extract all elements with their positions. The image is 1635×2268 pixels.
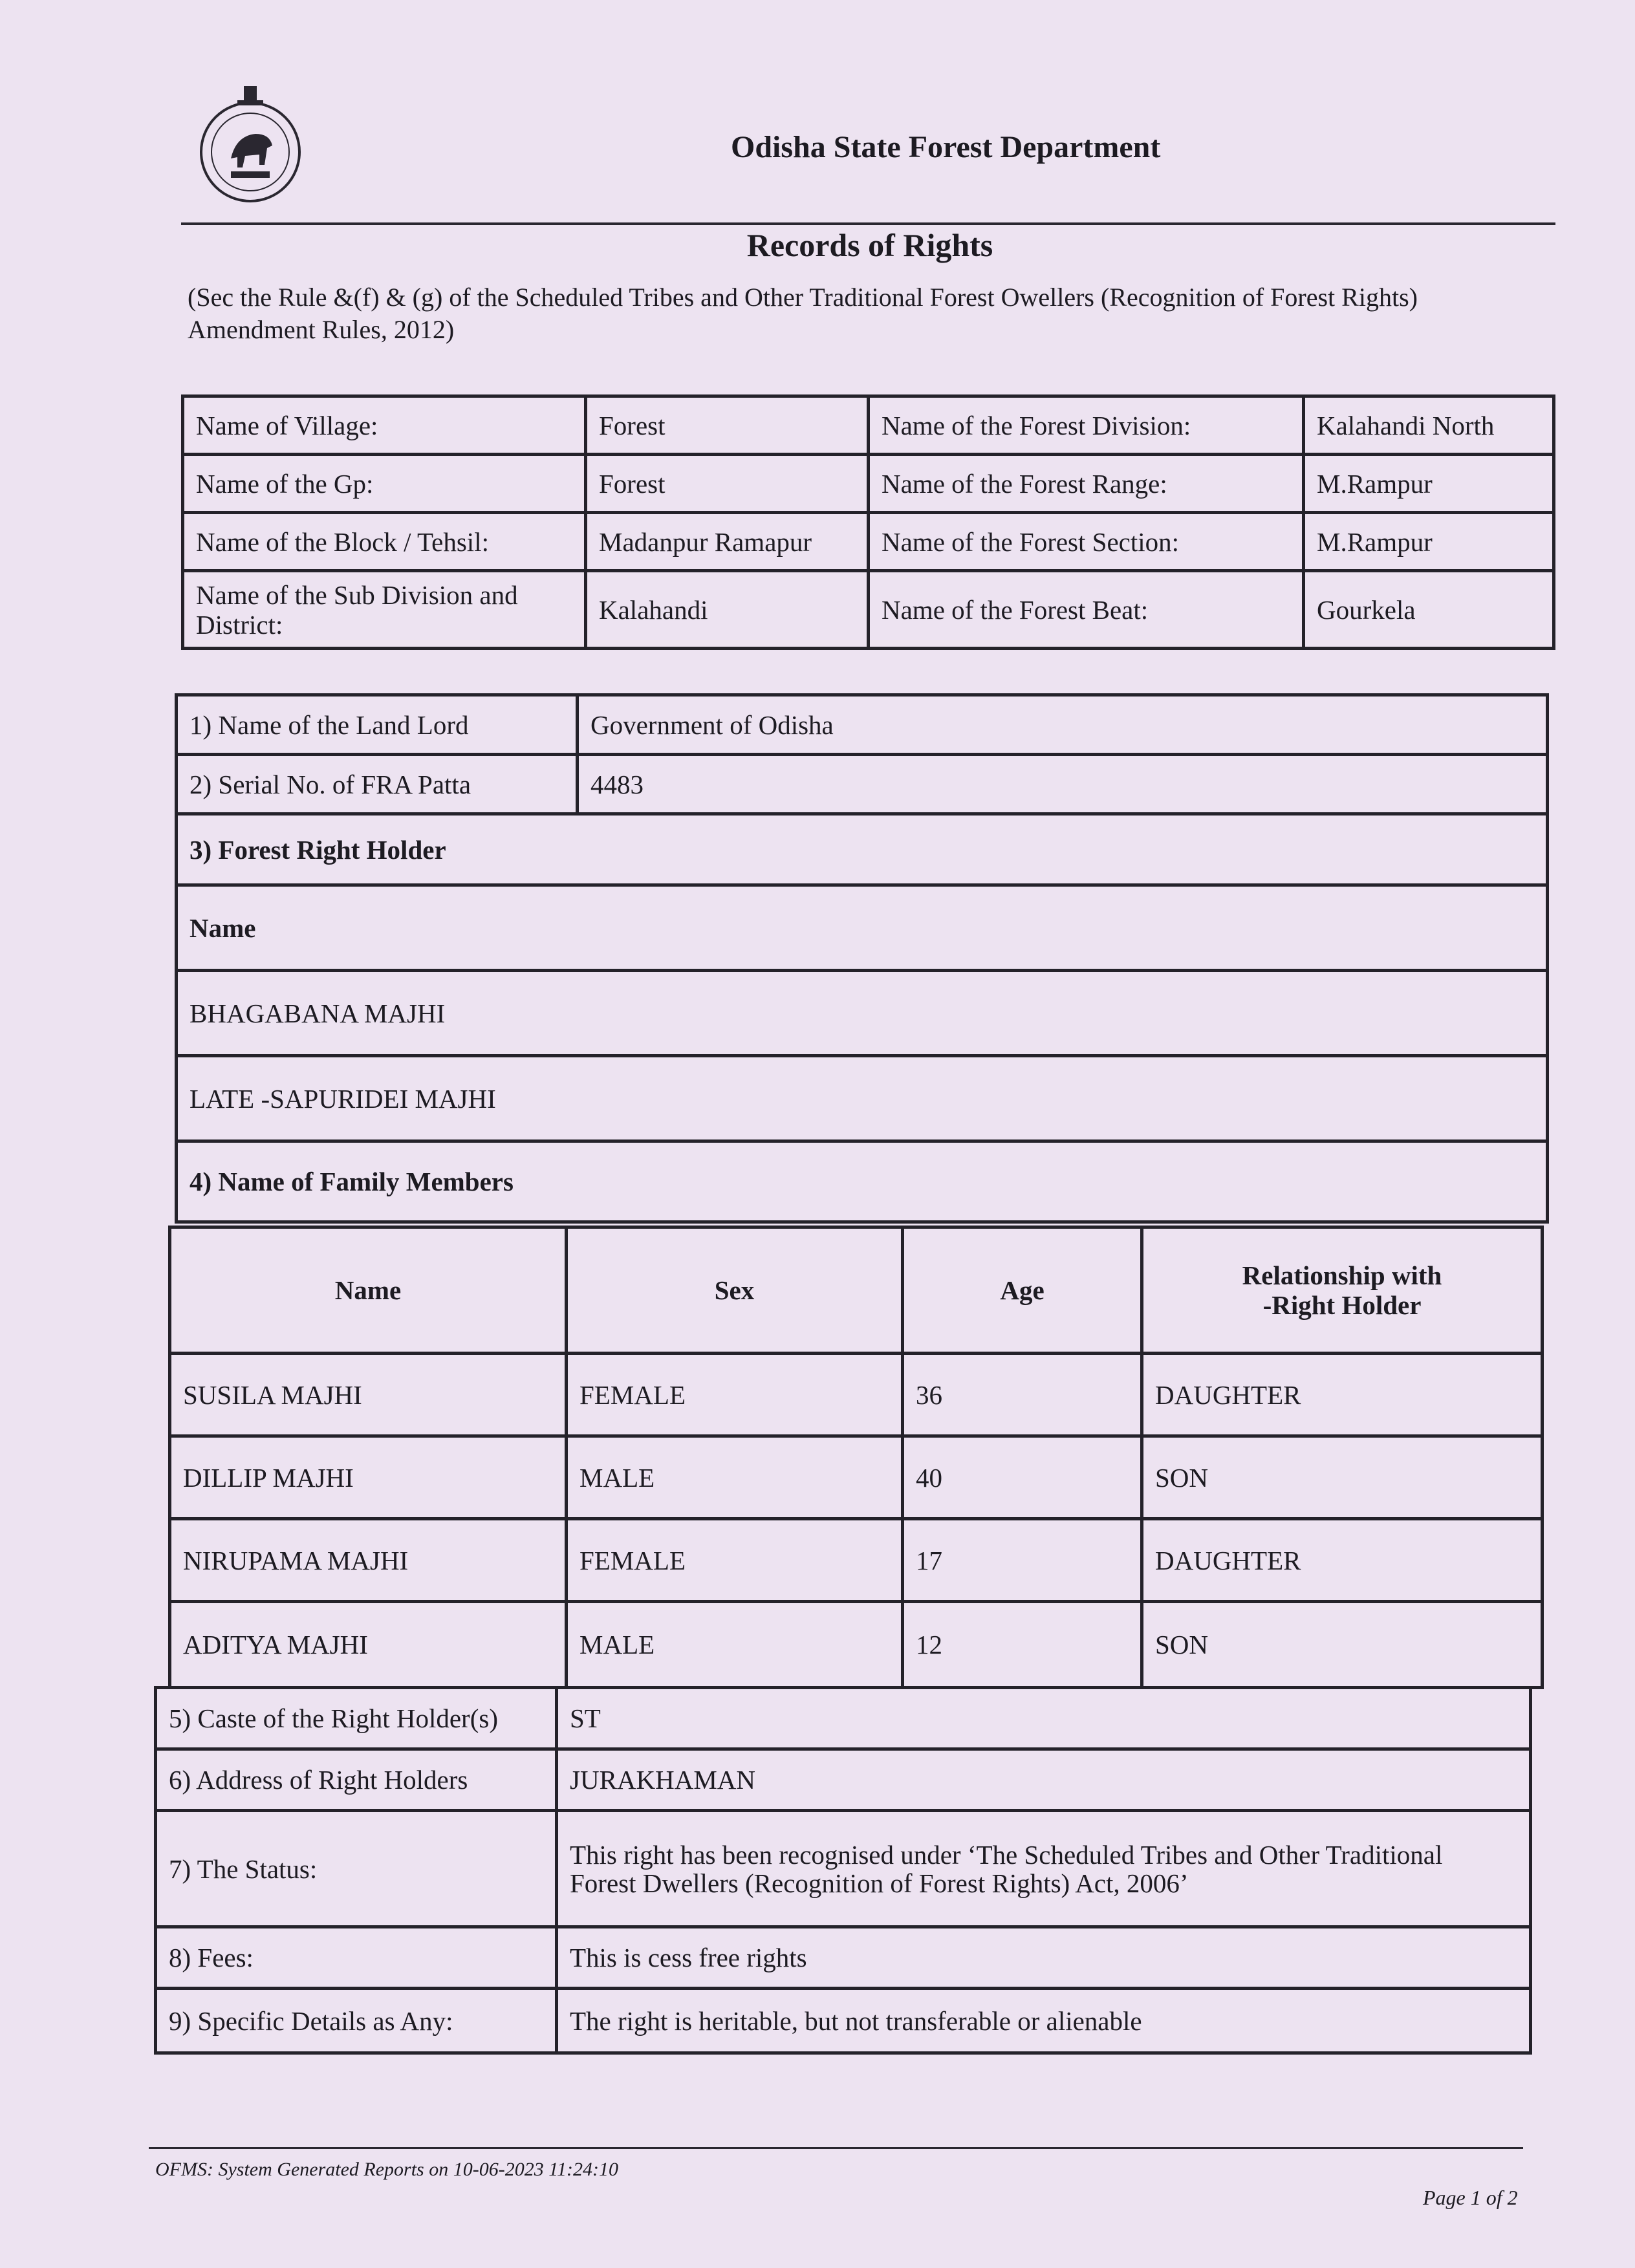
- village-value: Forest: [586, 396, 869, 455]
- member-name: DILLIP MAJHI: [170, 1436, 567, 1519]
- member-relationship: SON: [1142, 1436, 1543, 1519]
- serial-value: 4483: [578, 755, 1548, 814]
- table-row: [170, 1354, 1543, 1436]
- family-heading: 4) Name of Family Members: [177, 1141, 1548, 1222]
- table-header-row: [170, 1227, 1543, 1354]
- table-row: [177, 755, 1548, 814]
- sub-division-label: Name of the Sub Division and District:: [183, 571, 586, 649]
- status-value: This right has been recognised under ‘The Scheduled Tribes and Other Traditional Forest Dwellers (Recognition of Forest Rights) Act, 2006’: [557, 1811, 1531, 1927]
- member-age: 12: [903, 1602, 1142, 1688]
- right-holder-heading: 3) Forest Right Holder: [177, 814, 1548, 885]
- footer-rule: [149, 2147, 1523, 2149]
- forest-division-value: Kalahandi North: [1304, 396, 1554, 455]
- table-row: [183, 396, 1554, 455]
- table-row: [177, 814, 1548, 885]
- member-sex: MALE: [567, 1602, 903, 1688]
- header-name: Name: [170, 1227, 567, 1354]
- table-row: [177, 971, 1548, 1056]
- forest-beat-label: Name of the Forest Beat:: [869, 571, 1304, 649]
- member-age: 36: [903, 1354, 1142, 1436]
- table-row: [170, 1436, 1543, 1519]
- page-number: Page 1 of 2: [1423, 2186, 1518, 2209]
- odisha-emblem: [197, 81, 304, 207]
- forest-section-value: M.Rampur: [1304, 513, 1554, 571]
- holder-name: BHAGABANA MAJHI: [177, 971, 1548, 1056]
- forest-division-label: Name of the Forest Division:: [869, 396, 1304, 455]
- address-label: 6) Address of Right Holders: [156, 1749, 557, 1811]
- member-relationship: DAUGHTER: [1142, 1519, 1543, 1602]
- status-label: 7) The Status:: [156, 1811, 557, 1927]
- header-relationship: Relationship with -Right Holder: [1142, 1227, 1543, 1354]
- gp-label: Name of the Gp:: [183, 455, 586, 513]
- forest-range-value: M.Rampur: [1304, 455, 1554, 513]
- member-sex: MALE: [567, 1436, 903, 1519]
- caste-label: 5) Caste of the Right Holder(s): [156, 1688, 557, 1749]
- document-subtitle: (Sec the Rule &(f) & (g) of the Scheduled Tribes and Other Traditional Forest Owellers (Recognition of Forest Rights) Amendment Rules, 2012): [188, 283, 1418, 344]
- details-table: [154, 1686, 1532, 2055]
- document-title: Records of Rights: [746, 227, 993, 263]
- table-row: [170, 1519, 1543, 1602]
- table-row: [156, 1749, 1531, 1811]
- department-name: Odisha State Forest Department: [731, 130, 1161, 164]
- table-row: [156, 1811, 1531, 1927]
- caste-value: ST: [557, 1688, 1531, 1749]
- holder-table: [175, 693, 1549, 1224]
- member-name: ADITYA MAJHI: [170, 1602, 567, 1688]
- table-row: [177, 885, 1548, 971]
- header-rule: [181, 222, 1555, 225]
- sub-division-value: Kalahandi: [586, 571, 869, 649]
- header-sex: Sex: [567, 1227, 903, 1354]
- table-row: [177, 1056, 1548, 1141]
- header-age: Age: [903, 1227, 1142, 1354]
- table-row: [183, 513, 1554, 571]
- member-name: NIRUPAMA MAJHI: [170, 1519, 567, 1602]
- table-row: [177, 1141, 1548, 1222]
- table-row: [156, 1927, 1531, 1989]
- member-age: 40: [903, 1436, 1142, 1519]
- holder-name: LATE -SAPURIDEI MAJHI: [177, 1056, 1548, 1141]
- serial-label: 2) Serial No. of FRA Patta: [177, 755, 578, 814]
- fees-label: 8) Fees:: [156, 1927, 557, 1989]
- forest-range-label: Name of the Forest Range:: [869, 455, 1304, 513]
- forest-beat-value: Gourkela: [1304, 571, 1554, 649]
- name-heading: Name: [177, 885, 1548, 971]
- member-sex: FEMALE: [567, 1354, 903, 1436]
- location-table: [181, 394, 1555, 650]
- specific-details-label: 9) Specific Details as Any:: [156, 1989, 557, 2053]
- table-row: [183, 455, 1554, 513]
- forest-section-label: Name of the Forest Section:: [869, 513, 1304, 571]
- family-table: [168, 1226, 1544, 1689]
- member-age: 17: [903, 1519, 1142, 1602]
- land-lord-label: 1) Name of the Land Lord: [177, 695, 578, 755]
- specific-details-value: The right is heritable, but not transferable or alienable: [557, 1989, 1531, 2053]
- table-row: [156, 1688, 1531, 1749]
- member-relationship: DAUGHTER: [1142, 1354, 1543, 1436]
- gp-value: Forest: [586, 455, 869, 513]
- table-row: [183, 571, 1554, 649]
- member-sex: FEMALE: [567, 1519, 903, 1602]
- fees-value: This is cess free rights: [557, 1927, 1531, 1989]
- table-row: [177, 695, 1548, 755]
- land-lord-value: Government of Odisha: [578, 695, 1548, 755]
- village-label: Name of Village:: [183, 396, 586, 455]
- block-label: Name of the Block / Tehsil:: [183, 513, 586, 571]
- table-row: [156, 1989, 1531, 2053]
- address-value: JURAKHAMAN: [557, 1749, 1531, 1811]
- block-value: Madanpur Ramapur: [586, 513, 869, 571]
- footer-generated: OFMS: System Generated Reports on 10-06-2023 11:24:10: [155, 2159, 618, 2180]
- member-relationship: SON: [1142, 1602, 1543, 1688]
- member-name: SUSILA MAJHI: [170, 1354, 567, 1436]
- table-row: [170, 1602, 1543, 1688]
